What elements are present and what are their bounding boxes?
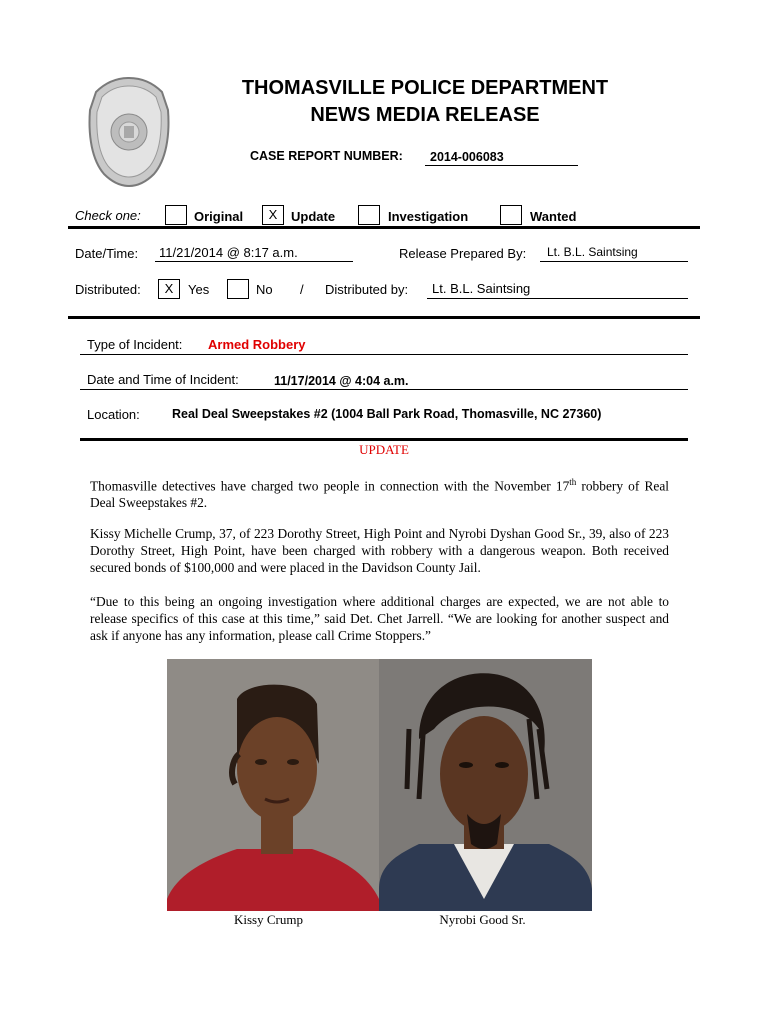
no-checkbox[interactable] bbox=[227, 279, 249, 299]
incident-type-rule bbox=[80, 354, 688, 355]
investigation-label: Investigation bbox=[388, 209, 469, 224]
no-label: No bbox=[256, 282, 273, 297]
original-label: Original bbox=[194, 209, 244, 224]
caption-left: Kissy Crump bbox=[234, 912, 303, 927]
wanted-label: Wanted bbox=[530, 209, 577, 224]
paragraph-1-superscript: th bbox=[569, 477, 577, 487]
incident-type-value: Armed Robbery bbox=[208, 337, 306, 352]
yes-checkbox[interactable]: X bbox=[158, 279, 180, 299]
prepared-by-field bbox=[540, 243, 688, 262]
case-number-field bbox=[425, 148, 578, 166]
case-number-value: 2014-006083 bbox=[430, 150, 504, 164]
prepared-by-value: Lt. B.L. Saintsing bbox=[547, 245, 638, 259]
update-heading: UPDATE bbox=[359, 442, 409, 457]
incident-type-label: Type of Incident: bbox=[87, 337, 183, 352]
separator-slash: / bbox=[300, 282, 304, 297]
datetime-label: Date/Time: bbox=[75, 246, 139, 261]
check-one-label: Check one: bbox=[75, 208, 141, 223]
page-title: THOMASVILLE POLICE DEPARTMENT bbox=[241, 77, 609, 99]
divider-top bbox=[68, 226, 700, 229]
distributed-by-value: Lt. B.L. Saintsing bbox=[432, 281, 531, 296]
distributed-by-field bbox=[427, 280, 688, 299]
location-label: Location: bbox=[87, 407, 140, 422]
incident-date-label: Date and Time of Incident: bbox=[87, 372, 239, 387]
paragraph-2: Kissy Michelle Crump, 37, of 223 Dorothy Street, High Point and Nyrobi Dyshan Good Sr., 39, also of 223 Dorothy Street, High Point, have been charged with robbery with a dangerous weapon. Both received secured bonds of $100,000 and were placed in the Davidson County Jail. bbox=[90, 526, 669, 575]
wanted-checkbox[interactable] bbox=[500, 205, 522, 225]
distributed-by-label: Distributed by: bbox=[325, 282, 409, 297]
investigation-checkbox[interactable] bbox=[358, 205, 380, 225]
original-checkbox[interactable] bbox=[165, 205, 187, 225]
prepared-by-label: Release Prepared By: bbox=[399, 246, 527, 261]
paragraph-1-text-a: Thomasville detectives have charged two people in connection with the November 17 bbox=[90, 478, 570, 494]
divider-bottom bbox=[80, 438, 688, 441]
divider-middle bbox=[68, 316, 700, 319]
distributed-label: Distributed: bbox=[75, 282, 141, 297]
photo-kissy-crump bbox=[167, 659, 379, 911]
caption-right: Nyrobi Good Sr. bbox=[439, 912, 526, 927]
datetime-value: 11/21/2014 @ 8:17 a.m. bbox=[159, 245, 298, 260]
incident-date-rule bbox=[80, 389, 688, 390]
paragraph-1-text-b: robbery of Real Deal Sweepstakes #2. bbox=[90, 478, 669, 511]
update-checkbox[interactable]: X bbox=[262, 205, 284, 225]
photo-nyrobi-good bbox=[379, 659, 592, 911]
location-value: Real Deal Sweepstakes #2 (1004 Ball Park Road, Thomasville, NC 27360) bbox=[172, 407, 602, 421]
police-badge-logo bbox=[88, 76, 170, 188]
paragraph-1 bbox=[90, 474, 669, 511]
incident-date-value: 11/17/2014 @ 4:04 a.m. bbox=[274, 374, 409, 388]
paragraph-3: “Due to this being an ongoing investigation where additional charges are expected, we are not able to release specifics of this case at this time,” said Det. Chet Jarrell. “We are looking for another suspect and ask if anyone has any information, please call Crime Stoppers.” bbox=[90, 594, 669, 643]
yes-label: Yes bbox=[188, 282, 210, 297]
page-subtitle: NEWS MEDIA RELEASE bbox=[310, 104, 540, 126]
update-label: Update bbox=[291, 209, 336, 224]
datetime-field bbox=[155, 244, 353, 262]
case-number-label: CASE REPORT NUMBER: bbox=[250, 149, 403, 163]
